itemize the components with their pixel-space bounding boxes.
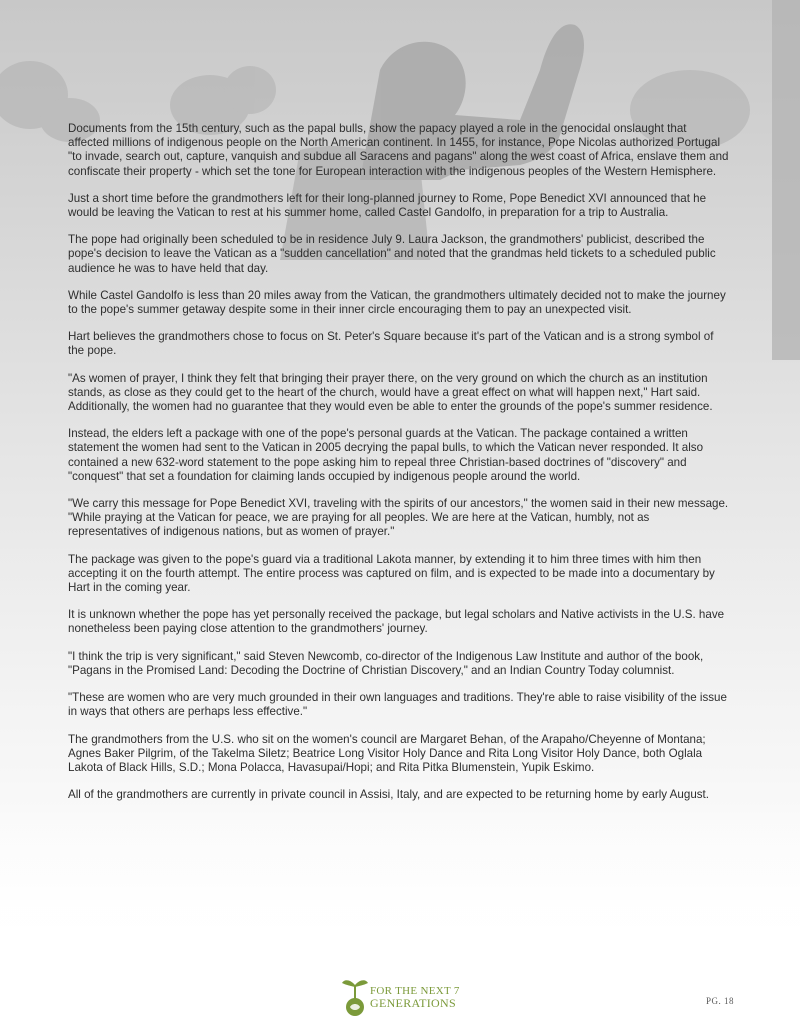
paragraph: "These are women who are very much grounded in their own languages and traditions. They're able to raise visibility of the issue in ways that others are perhaps less effective." — [68, 691, 727, 719]
paragraph: The grandmothers from the U.S. who sit on the women's council are Margaret Behan, of the Arapaho/Cheyenne of Montana; Agnes Baker Pilgrim, of the Takelma Siletz; Beatrice Long Visitor Holy Dance and Rita Long Visitor Holy Dance, both Oglala Lakota of Black Hills, S.D.; Mona Polacca, Havasupai/Hopi; and Rita Pitka Blumenstein, Yupik Eskimo. — [68, 732, 706, 774]
paragraph: The package was given to the pope's guard via a traditional Lakota manner, by extending it to him three times with him then accepting it on the fourth attempt. The entire process was captured on film, and is expected to be made into a documentary by Hart in the coming year. — [68, 552, 715, 595]
paragraph: "I think the trip is very significant," said Steven Newcomb, co-director of the Indigenous Law Institute and author of the book, "Pagans in the Promised Land: Decoding the Doctrine of Christian Discovery," and an Indian Country Today columnist. — [68, 649, 704, 677]
paragraph: All of the grandmothers are currently in private council in Assisi, Italy, and are expected to be returning home by early August. — [68, 788, 710, 802]
logo-line-1: FOR THE NEXT 7 — [370, 985, 460, 997]
footer-logo — [340, 975, 480, 1019]
logo-text — [370, 985, 460, 1009]
paragraph: While Castel Gandolfo is less than 20 miles away from the Vatican, the grandmothers ultimately decided not to make the journey to the pope's summer getaway despite some in their inner circle encouraging them to pay an unexpected visit. — [68, 288, 726, 317]
paragraph: The pope had originally been scheduled to be in residence July 9. Laura Jackson, the grandmothers' publicist, described the pope's decision to leave the Vatican as a "sudden cancellation" and noted that the grandmas held tickets to a scheduled public audience he was to have held that day. — [68, 233, 716, 275]
paragraph: "As women of prayer, I think they felt that bringing their prayer there, on the very ground on which the church as an institution stands, as close as they could get to the heart of the church, would have a great effect on what will happen next," Hart said. Additionally, the women had no guarantee that they would even be able to enter the grounds of the pope's summer residence. — [68, 371, 713, 414]
paragraph: It is unknown whether the pope has yet personally received the package, but legal scholars and Native activists in the U.S. have nonetheless been paying close attention to the grandmothers' journey. — [68, 608, 725, 636]
page-number: PG. 18 — [705, 996, 734, 1006]
paragraph: Instead, the elders left a package with one of the pope's personal guards at the Vatican. The package contained a written statement the women had sent to the Vatican in 2005 decrying the papal bulls, to which the Vatican never responded. It also contained a new 632-word statement to the pope asking him to repeal three Christian-based doctrines of "discovery" and "conquest" that set a foundation for claiming lands occupied by indigenous people around the world. — [68, 427, 704, 483]
seedling-icon — [340, 975, 370, 1019]
paragraph: Documents from the 15th century, such as the papal bulls, show the papacy played a role in the genocidal onslaught that affected millions of indigenous people on the North American continent. In 1455, for instance, Pope Nicolas authorized Portugal "to invade, search out, capture, vanquish and subdue all Saracens and pagans" along the west coast of Africa, enslave them and confiscate their property - which set the tone for European interaction with the indigenous peoples of the Western Hemisphere. — [68, 122, 729, 178]
article-body — [68, 122, 730, 815]
logo-line-2: GENERATIONS — [370, 996, 456, 1010]
paragraph: Hart believes the grandmothers chose to focus on St. Peter's Square because it's part of the Vatican and is a strong symbol of the pope. — [68, 330, 714, 358]
paragraph: "We carry this message for Pope Benedict XVI, traveling with the spirits of our ancestors," the women said in their new message. "While praying at the Vatican for peace, we are praying for all peoples. We are here at the Vatican, humbly, not as representatives of indigenous nations, but as women of prayer." — [68, 497, 729, 539]
paragraph: Just a short time before the grandmothers left for their long-planned journey to Rome, Pope Benedict XVI announced that he would be leaving the Vatican to rest at his summer home, called Castel Gandolfo, in preparation for a trip to Australia. — [68, 191, 707, 220]
